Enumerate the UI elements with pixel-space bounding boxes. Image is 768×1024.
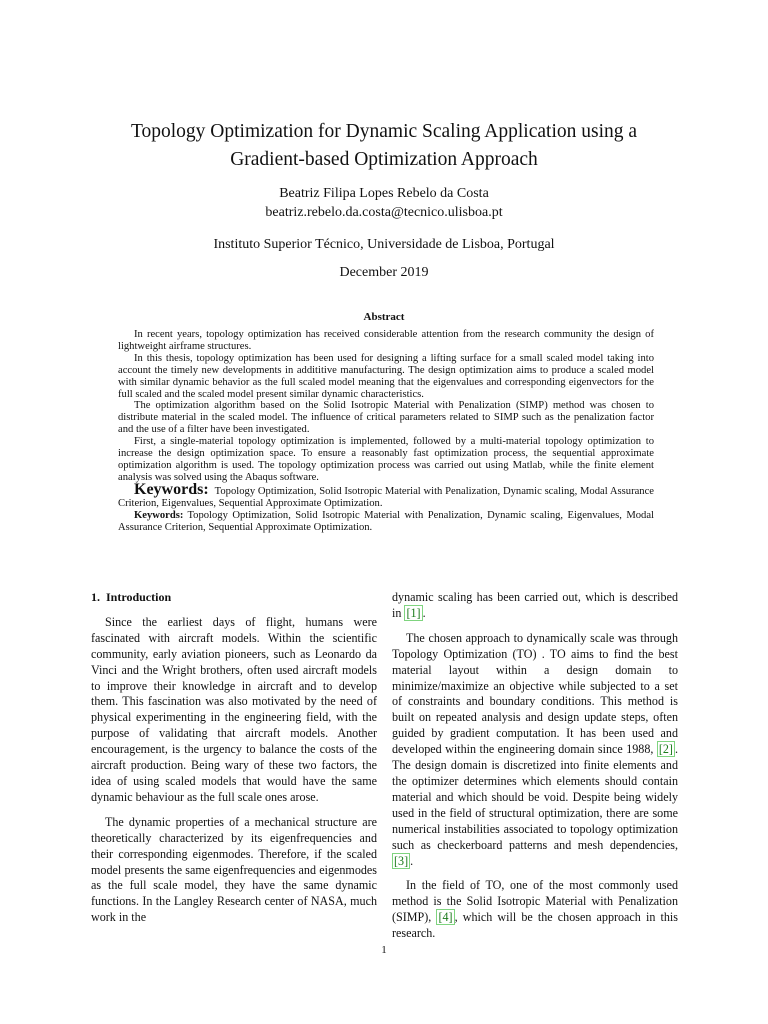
abstract-paragraph-3: The optimization algorithm based on the Solid Isotropic Material with Penalization (SIMP) method was chosen to distribute material in the scaled model. The influence of critical parameters related to SIMP such as the penalization factor and the use of a filter have been investigated. bbox=[118, 400, 654, 436]
intro-paragraph-2: The dynamic properties of a mechanical structure are theoretically characterized by its eigenfrequencies and their corresponding eigenmodes. Therefore, if the scaled model presents the same eigenfrequencies and eigenmodes as the full scale model, they have the same dynamic functions. In the Langley Research center of NASA, much work in the bbox=[91, 814, 377, 925]
paragraph-text: The chosen approach to dynamically scale was through Topology Optimization (TO) . TO aims to find the best material layout within a design domain to minimize/maximize an objective while subjected to a set of constraints and boundary conditions. This method is built on repeated analysis and design update steps, often guided by gradient computation. It has been used and developed within the engineering domain since 1988, bbox=[392, 630, 678, 757]
citation-link-2[interactable]: [2] bbox=[658, 742, 673, 757]
left-column bbox=[91, 590, 377, 935]
author-name: Beatriz Filipa Lopes Rebelo da Costa bbox=[279, 186, 489, 201]
keywords-small-text: Topology Optimization, Solid Isotropic Material with Penalization, Dynamic scaling, Eigenvalues, Modal Assurance Criterion, Sequential Approximate Optimization. bbox=[118, 509, 654, 533]
citation-link-3[interactable]: [3] bbox=[394, 853, 409, 868]
section-number: 1. bbox=[91, 590, 100, 604]
intro-paragraph-1: Since the earliest days of flight, humans were fascinated with aircraft models. Within the scientific community, early aviation pioneers, such as Leonardo da Vinci and the Wright brothers, often used aircraft models to improve their knowledge in aircraft and to develop them. This fascination was also motivated by the need of physical experimenting in the engineering field, with the purpose of validating that aircraft models. Another encouragement, is the urgency to balance the costs of the aircraft production. Being wary of these two factors, the idea of using scaled models that would have the same dynamic behaviour as the full scale ones arose. bbox=[91, 614, 377, 804]
abstract-paragraph-2: In this thesis, topology optimization has been used for designing a lifting surface for a small scaled model taking into account the timely new developments in addititive manufacturing. The design optimization aims to produce a scaled model with similar dynamic behavior as the full scaled model meaning that the eigenvalues and corresponding eigenvectors for the full scaled and the scaled model present similar dynamic characteristics. bbox=[118, 352, 654, 400]
intro-paragraph-4 bbox=[392, 631, 678, 870]
paragraph-text: . bbox=[410, 853, 414, 868]
citation-link-4[interactable]: [4] bbox=[438, 910, 453, 925]
paragraph-text: In the field of TO, one of the most commonly used method is the Solid Isotropic Material with Penalization (SIMP), bbox=[392, 878, 678, 925]
author-block bbox=[60, 184, 708, 222]
paper-title bbox=[60, 118, 708, 174]
paragraph-text: , which will be the chosen approach in this research. bbox=[392, 910, 678, 941]
right-column bbox=[392, 590, 678, 951]
keywords-small-label: Keywords: bbox=[134, 509, 184, 521]
abstract-paragraph-4: First, a single-material topology optimization is implemented, followed by a multi-material topology optimization to increase the design optimization space. To ensure a reasonably fast optimization process, the sequential approximate optimization algorithm is used. The topology optimization process was carried out using Matlab, while the finite element analysis was solved using the Abaqus software. bbox=[118, 436, 654, 483]
section-title: Introduction bbox=[106, 590, 172, 604]
abstract-paragraph-1: In recent years, topology optimization has received considerable attention from the research community the design of lightweight airframe structures. bbox=[118, 329, 654, 352]
intro-paragraph-3 bbox=[392, 590, 678, 622]
page-number: 1 bbox=[381, 944, 387, 956]
institute: Instituto Superior Técnico, Universidade de Lisboa, Portugal bbox=[213, 237, 555, 252]
citation-link-1[interactable]: [1] bbox=[406, 605, 421, 620]
paragraph-text: dynamic scaling has been carried out, which is described in bbox=[392, 590, 678, 620]
title-line-2: Gradient-based Optimization Approach bbox=[230, 149, 538, 170]
title-line-1: Topology Optimization for Dynamic Scaling Application using a bbox=[130, 121, 638, 142]
intro-paragraph-5 bbox=[392, 878, 678, 942]
abstract-body bbox=[118, 329, 654, 533]
keywords-large bbox=[118, 480, 654, 510]
section-heading bbox=[91, 590, 377, 606]
date: December 2019 bbox=[339, 265, 429, 280]
author-email: beatriz.rebelo.da.costa@tecnico.ulisboa.pt bbox=[265, 205, 503, 220]
keywords-large-label: Keywords: bbox=[134, 480, 209, 498]
keywords-small bbox=[118, 510, 654, 534]
paragraph-text: . bbox=[422, 605, 426, 620]
paragraph-text: . The design domain is discretized into finite elements and the optimizer determines which elements should contain material and which should be void. Despite being widely used in the field of structural optimization, there are some numerical instabilities associated to topology optimization such as checkerboard patterns and mesh dependencies, bbox=[392, 742, 678, 852]
abstract-heading: Abstract bbox=[363, 311, 405, 323]
keywords-large-text: Topology Optimization, Solid Isotropic Material with Penalization, Dynamic scaling, Modal Assurance Criterion, Eigenvalues, Sequential Approximate Optimization. bbox=[118, 485, 654, 509]
